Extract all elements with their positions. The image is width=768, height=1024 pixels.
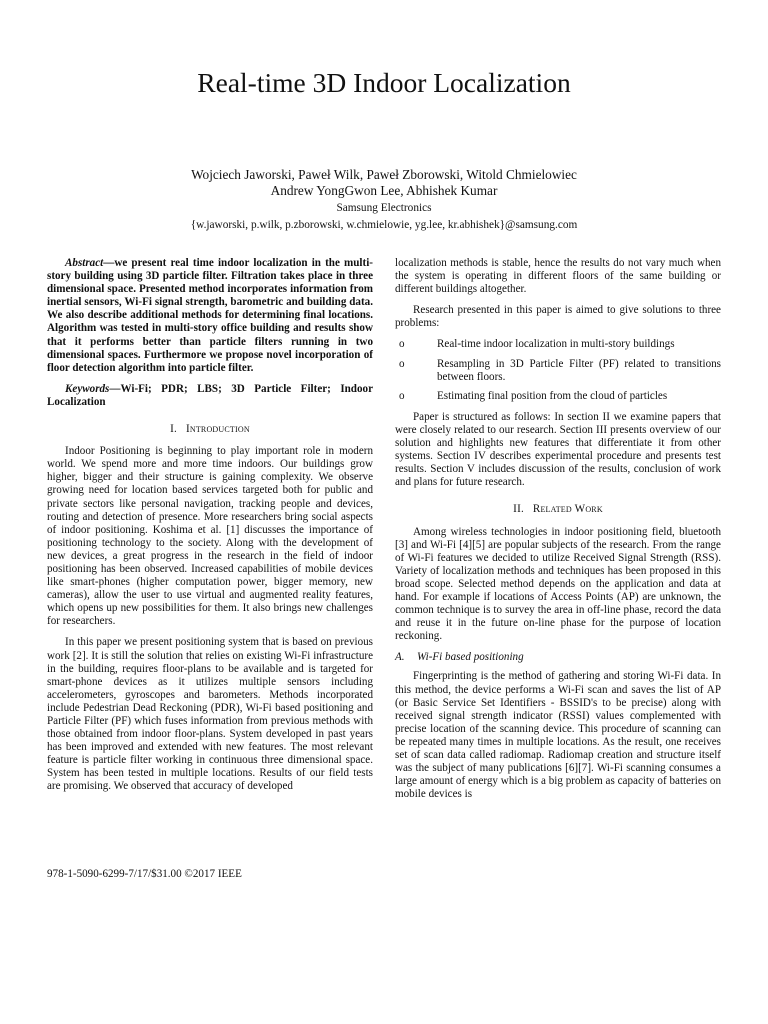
keywords-text: —Wi-Fi; PDR; LBS; 3D Particle Filter; Indoor Localization — [47, 382, 373, 408]
intro-paragraph-continued: localization methods is stable, hence the results do not vary much when the system is operating in different floors of the same building or different buildings altogether. — [395, 257, 721, 296]
abstract-lead: Abstract — [65, 257, 104, 269]
section-number: I. — [170, 423, 178, 436]
subsection-heading-wifi — [395, 651, 721, 664]
bullet-marker: o — [399, 389, 405, 402]
bullet-marker: o — [399, 357, 405, 370]
affiliation: Samsung Electronics — [336, 202, 432, 214]
list-item-text: Real-time indoor localization in multi-story buildings — [437, 338, 675, 351]
section-title: Introduction — [185, 423, 250, 436]
list-item — [395, 390, 721, 403]
abstract — [47, 257, 373, 375]
right-column — [395, 257, 721, 809]
list-item — [395, 358, 721, 384]
subsection-number: A. — [395, 651, 405, 664]
wifi-paragraph: Fingerprinting is the method of gathering and storing Wi-Fi data. In this method, the device performs a Wi-Fi scan and saves the list of AP (or Basic Service Set Identifiers - BSSID's to be precise) along with received signal strength indicator (RSSI) values complemented with precise location of the scanning device. This procedure of scanning can be repeated many times in multiple locations. As the result, one receives set of scan data called radiomap. Radiomap creation and structure itself was the subject of many publications [6][7]. Wi-Fi scanning consumes a large amount of energy which is a big problem as capacity of batteries on mobile devices is — [395, 670, 721, 801]
list-item-text: Estimating final position from the cloud of particles — [437, 389, 668, 402]
paper-title: Real-time 3D Indoor Localization — [197, 67, 571, 98]
list-item — [395, 338, 721, 351]
list-item-text: Resampling in 3D Particle Filter (PF) related to transitions between floors. — [437, 357, 721, 383]
structure-paragraph: Paper is structured as follows: In section II we examine papers that were closely related to our research. Section III presents overview of our solution and highlights new features that differentiate it from other systems. Section IV describes experimental procedure and presents test results. Section V includes discussion of the results, conclusion of work and plans for future research. — [395, 410, 721, 489]
section-title: Related Work — [532, 503, 603, 516]
keywords — [47, 383, 373, 409]
author-block — [0, 167, 768, 233]
intro-paragraph-1: Indoor Positioning is beginning to play important role in modern world. We spend more and more time indoors. Our buildings grow higher, bigger and their structure is gaining complexity. We observe growing need for location based services targeted both for public and private sectors like personal navigation, tracking people and devices, routing and detection of presence. More researchers bring social aspects of indoor positioning. Koshima et al. [1] discusses the importance of positioning technology to the society. Along with the development of new devices, a great progress in the research in the field of indoor positioning has been observed. Increased capabilities of mobile devices like smart-phones (higher computation power, bigger memory, new cameras), allow the user to use virtual and augmented reality features, which opens up new possibilities for them. It also brings new challenges for researchers. — [47, 445, 373, 628]
section-heading-introduction — [47, 423, 373, 436]
author-emails: {w.jaworski, p.wilk, p.zborowski, w.chmielowie, yg.lee, kr.abhishek}@samsung.com — [190, 219, 578, 231]
keywords-lead: Keywords — [65, 382, 110, 395]
problem-list — [395, 338, 721, 402]
left-column — [47, 257, 373, 802]
research-intro-paragraph: Research presented in this paper is aimed to give solutions to three problems: — [395, 304, 721, 330]
bullet-marker: o — [399, 338, 405, 351]
abstract-text: —we present real time indoor localization in the multi-story building using 3D particle filter. Filtration takes place in three dimensional space. Presented method incorporates information from inertial sensors, Wi-Fi signal strength, barometric and building data. We also describe additional methods for determining final locations. Algorithm was tested in multi-story office building and results show that it performs better than particle filters running in two dimensional spaces. Furthermore we propose novel incorporation of floor detection algorithm into particle filter. — [47, 257, 373, 374]
author-line-1: Wojciech Jaworski, Paweł Wilk, Paweł Zborowski, Witold Chmielowiec — [191, 167, 577, 182]
related-work-paragraph: Among wireless technologies in indoor positioning field, bluetooth [3] and Wi-Fi [4][5] are popular subjects of the research. From the range of Wi-Fi features we decided to utilize Received Signal Strength (RSS). Variety of localization methods and techniques has been proposed in this broad scope. Selected method depends on the application and data at hand. For example if locations of Access Points (AP) are unknown, the common technique is to survey the area in off-line phase, record the data and reuse it in the future on-line phase for the purpose of location reckoning. — [395, 525, 721, 643]
subsection-title: Wi-Fi based positioning — [417, 651, 524, 664]
copyright-footer: 978-1-5090-6299-7/17/$31.00 ©2017 IEEE — [47, 868, 242, 880]
author-line-2: Andrew YongGwon Lee, Abhishek Kumar — [270, 183, 498, 198]
section-number: II. — [513, 503, 524, 516]
intro-paragraph-2: In this paper we present positioning system that is based on previous work [2]. It is still the solution that relies on existing Wi-Fi infrastructure in the building, requires floor-plans to be available and is targeted for smart-phone devices as it utilizes multiple sensors including accelerometers, gyroscopes and barometers. Methods incorporated include Pedestrian Dead Reckoning (PDR), Wi-Fi based positioning and Particle Filter (PF) which fuses information from previous methods with those obtained from indoor floor-plans. System developed in past years has been improved and extended with new features. The most relevant feature is particle filter working in continuous three dimensional space. System has been tested in multiple locations. Results of our field tests are promising. We observed that accuracy of developed — [47, 636, 373, 793]
section-heading-related-work — [395, 503, 721, 516]
